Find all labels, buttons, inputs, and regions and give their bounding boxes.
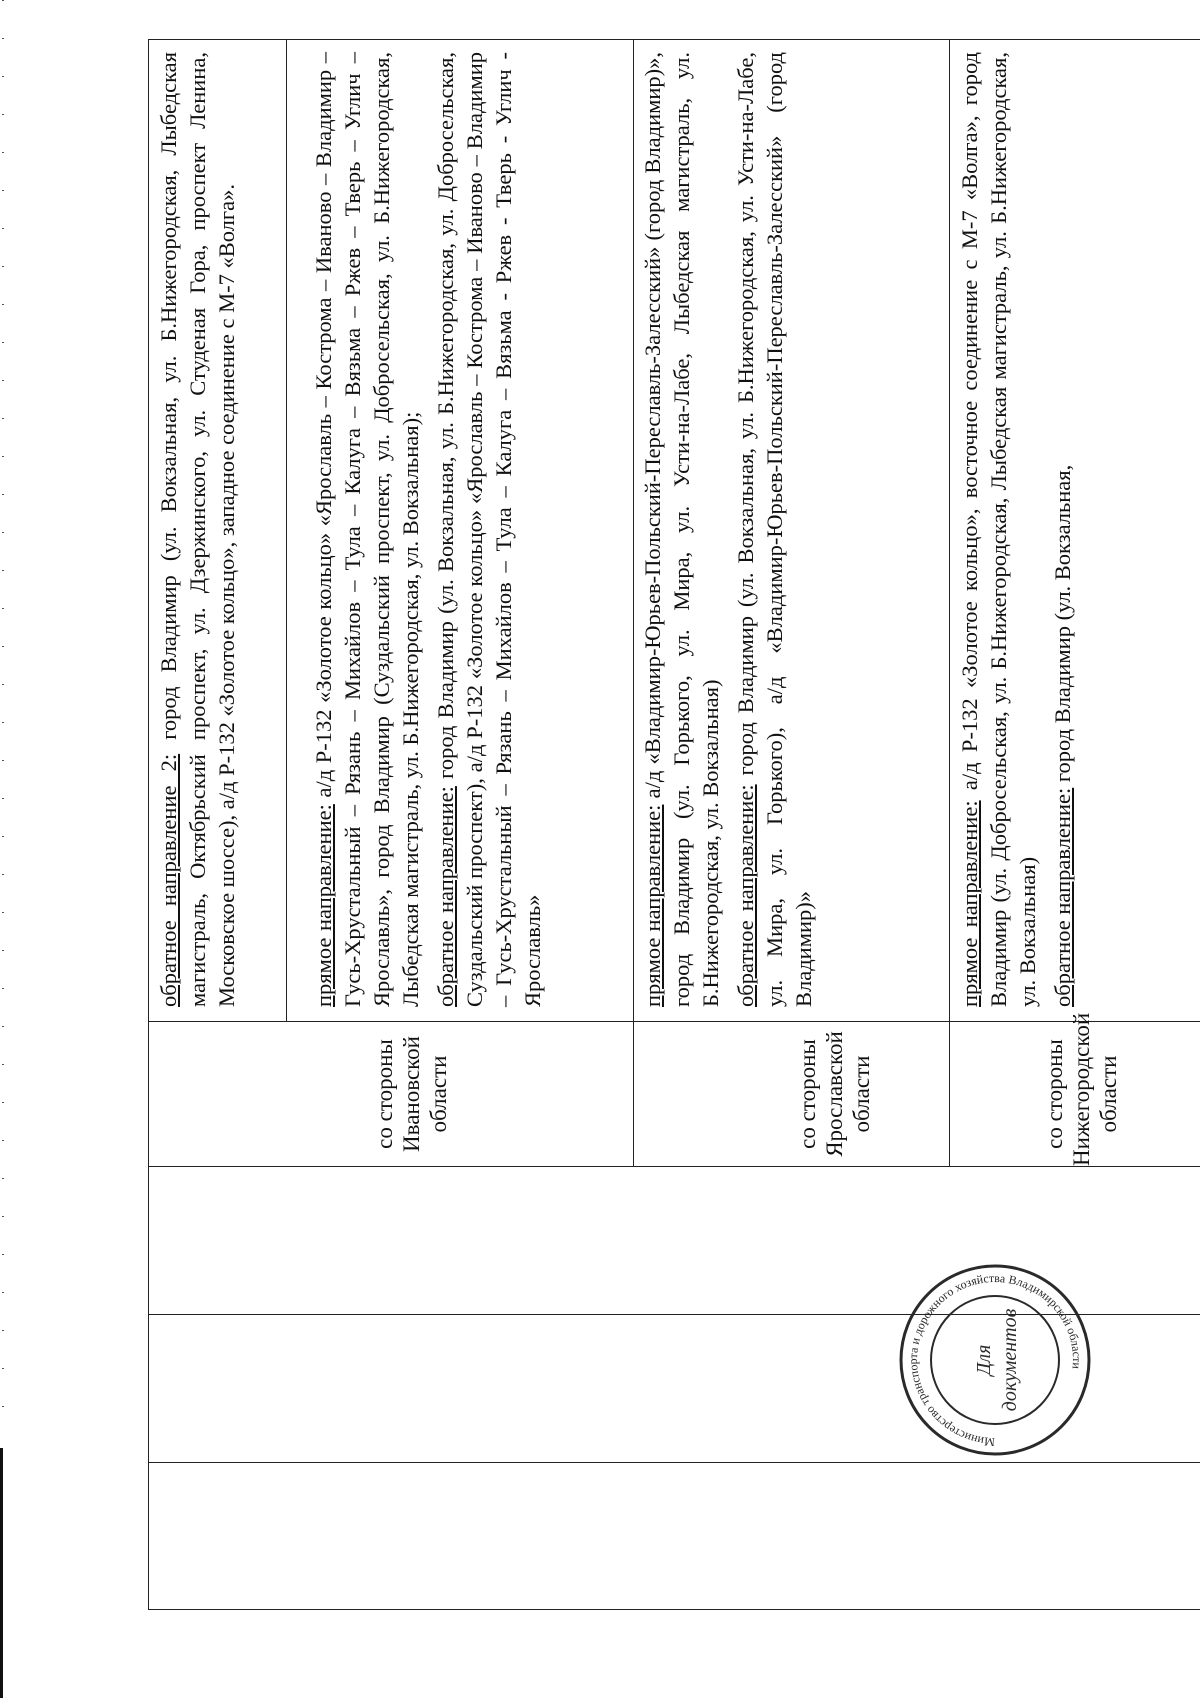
side-label-yaroslavl: со стороны Ярославской области (795, 1031, 874, 1157)
route-forward-ivanovo: прямое направление: а/д Р-132 «Золотое кольцо» «Ярославль – Кострома – Иваново – Владимир – Гусь-Хрустальный – Рязань – Михайлов – Тула – Калуга – Вязьма – Ржев – Тверь – Углич – Ярославль», город Владимир (Суздальский проспект, ул. Добросельская, ул. Б.Нижегородская, Лыбедская магистраль, ул. Б.Нижегородская, ул. Вокзальная); (311, 52, 423, 1007)
route-reverse-ivanovo: обратное направление: город Владимир (ул. Вокзальная, ул. Б.Нижегородская, ул. Добросельская, Суздальский проспект), а/д Р-132 «Золотое кольцо» «Ярославль – Кострома – Иваново – Владимир – Гусь-Хрустальный – Рязань – Михайлов – Тула – Калуга – Вязьма - Ржев - Тверь - Углич - Ярославль» (433, 52, 545, 1007)
cell-col1 (149, 1463, 1200, 1610)
stamp-center-line1: Для (973, 1344, 995, 1376)
route-reverse-yaroslavl: обратное направление: город Владимир (ул. Вокзальная, ул. Б.Нижегородская, ул. Усти-на-Лабе, ул. Мира, ул. Горького), а/д «Владимир-Юрьев-Польский-Переславль-Залесский» (город Владимир)» (733, 52, 816, 1007)
side-label-ivanovo: со стороны Ивановской области (372, 1036, 451, 1152)
stamp-center-line2: документов (999, 1308, 1021, 1412)
scan-edge-bar (0, 1448, 3, 1698)
official-stamp (895, 1260, 1095, 1460)
side-segment-r4 (949, 1012, 1200, 1166)
route-segment-r4 (949, 40, 1200, 1021)
side-label-nizhny: со стороны Нижегородской области (1042, 1012, 1121, 1166)
cell-route-column (149, 40, 1200, 1022)
scan-edge-dots (2, 0, 4, 1440)
route-segment-r2 (286, 40, 634, 1021)
cell-side-column (149, 1012, 1200, 1167)
route-forward-yaroslavl: прямое направление: а/д «Владимир-Юрьев-Польский-Переславль-Залесский» (город Владимир)», город Владимир (ул. Горького, ул. Мира, ул. Усти-на-Лабе, Лыбедская магистраль, ул. Б.Нижегородская, ул. Вокзальная) (640, 51, 723, 1007)
stamp-ring-text: Министерство транспорта и дорожного хозяйства Владимирской области (905, 1270, 1085, 1450)
route-reverse-2: обратное направление 2: город Владимир (ул. Вокзальная, ул. Б.Нижегородская, Лыбедская магистраль, Октябрьский проспект, ул. Дзержинского, ул. Студеная Гора, проспект Ленина, Московское шоссе), а/д Р-132 «Золотое кольцо», западное соединение с М-7 «Волга». (156, 52, 239, 1007)
route-segment-r1 (149, 40, 286, 1021)
stamp-seal-icon (895, 1260, 1095, 1460)
route-reverse-nizhny: обратное направление: город Владимир (ул. Вокзальная, (1050, 464, 1075, 1007)
side-empty-r1 (149, 1022, 286, 1166)
side-segment-r3 (633, 1022, 950, 1166)
route-segment-r3 (633, 40, 950, 1021)
side-segment-r2 (286, 1022, 633, 1166)
route-forward-nizhny: прямое направление: а/д Р-132 «Золотое кольцо», восточное соединение с М-7 «Волга», город Владимир (ул. Добросельская, ул. Б.Нижегородская, Лыбедская магистраль, ул. Б.Нижегородская, ул. Вокзальная) (957, 52, 1040, 1007)
